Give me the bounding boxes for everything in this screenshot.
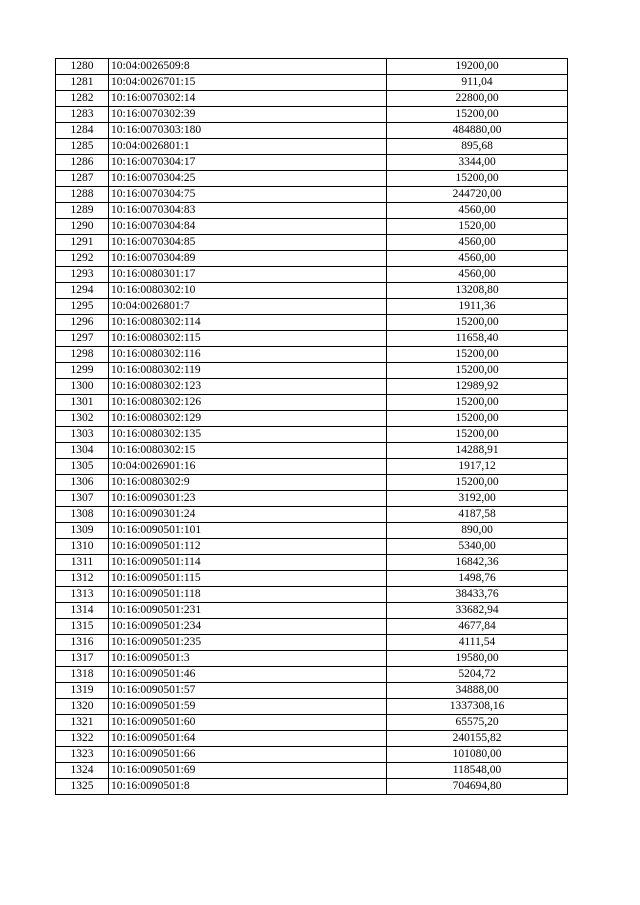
- row-number-cell: 1302: [56, 411, 109, 427]
- value-cell: 4560,00: [387, 251, 568, 267]
- table-row: [56, 683, 568, 699]
- cadastral-number-cell: 10:16:0090501:46: [109, 667, 387, 683]
- table-row: [56, 507, 568, 523]
- table-row: [56, 427, 568, 443]
- cadastral-number-cell: 10:16:0070302:39: [109, 107, 387, 123]
- value-cell: 1911,36: [387, 299, 568, 315]
- value-cell: 14288,91: [387, 443, 568, 459]
- cadastral-number-cell: 10:16:0080302:10: [109, 283, 387, 299]
- value-cell: 118548,00: [387, 763, 568, 779]
- row-number-cell: 1320: [56, 699, 109, 715]
- row-number-cell: 1314: [56, 603, 109, 619]
- table-row: [56, 523, 568, 539]
- row-number-cell: 1307: [56, 491, 109, 507]
- row-number-cell: 1287: [56, 171, 109, 187]
- row-number-cell: 1290: [56, 219, 109, 235]
- value-cell: 33682,94: [387, 603, 568, 619]
- value-cell: 11658,40: [387, 331, 568, 347]
- table-row: [56, 539, 568, 555]
- cadastral-number-cell: 10:16:0070304:83: [109, 203, 387, 219]
- value-cell: 5204,72: [387, 667, 568, 683]
- table-row: [56, 219, 568, 235]
- cadastral-number-cell: 10:16:0090501:114: [109, 555, 387, 571]
- row-number-cell: 1289: [56, 203, 109, 219]
- cadastral-number-cell: 10:04:0026801:1: [109, 139, 387, 155]
- table-row: [56, 91, 568, 107]
- cadastral-number-cell: 10:16:0080302:129: [109, 411, 387, 427]
- row-number-cell: 1322: [56, 731, 109, 747]
- row-number-cell: 1280: [56, 59, 109, 75]
- table-row: [56, 395, 568, 411]
- table-row: [56, 379, 568, 395]
- cadastral-number-cell: 10:16:0090501:231: [109, 603, 387, 619]
- row-number-cell: 1318: [56, 667, 109, 683]
- table-row: [56, 123, 568, 139]
- row-number-cell: 1282: [56, 91, 109, 107]
- value-cell: 911,04: [387, 75, 568, 91]
- row-number-cell: 1300: [56, 379, 109, 395]
- row-number-cell: 1323: [56, 747, 109, 763]
- table-row: [56, 107, 568, 123]
- cadastral-number-cell: 10:16:0080302:115: [109, 331, 387, 347]
- table-row: [56, 59, 568, 75]
- table-row: [56, 171, 568, 187]
- cadastral-number-cell: 10:16:0080302:119: [109, 363, 387, 379]
- table-row: [56, 187, 568, 203]
- value-cell: 34888,00: [387, 683, 568, 699]
- table-body: [56, 59, 568, 795]
- cadastral-number-cell: 10:16:0070302:14: [109, 91, 387, 107]
- cadastral-number-cell: 10:16:0090501:118: [109, 587, 387, 603]
- table-row: [56, 635, 568, 651]
- row-number-cell: 1324: [56, 763, 109, 779]
- table-row: [56, 651, 568, 667]
- value-cell: 4111,54: [387, 635, 568, 651]
- row-number-cell: 1294: [56, 283, 109, 299]
- table-row: [56, 699, 568, 715]
- value-cell: 15200,00: [387, 107, 568, 123]
- table-row: [56, 155, 568, 171]
- value-cell: 890,00: [387, 523, 568, 539]
- value-cell: 484880,00: [387, 123, 568, 139]
- cadastral-number-cell: 10:16:0070304:85: [109, 235, 387, 251]
- table-row: [56, 235, 568, 251]
- row-number-cell: 1295: [56, 299, 109, 315]
- cadastral-number-cell: 10:16:0070304:17: [109, 155, 387, 171]
- row-number-cell: 1281: [56, 75, 109, 91]
- table-row: [56, 203, 568, 219]
- cadastral-number-cell: 10:16:0090301:24: [109, 507, 387, 523]
- value-cell: 4560,00: [387, 235, 568, 251]
- value-cell: 16842,36: [387, 555, 568, 571]
- cadastral-number-cell: 10:16:0080302:9: [109, 475, 387, 491]
- value-cell: 240155,82: [387, 731, 568, 747]
- table-row: [56, 619, 568, 635]
- row-number-cell: 1317: [56, 651, 109, 667]
- value-cell: 19200,00: [387, 59, 568, 75]
- table-row: [56, 491, 568, 507]
- cadastral-number-cell: 10:16:0090501:115: [109, 571, 387, 587]
- table-row: [56, 555, 568, 571]
- cadastral-number-cell: 10:04:0026901:16: [109, 459, 387, 475]
- cadastral-number-cell: 10:16:0080302:135: [109, 427, 387, 443]
- value-cell: 19580,00: [387, 651, 568, 667]
- row-number-cell: 1283: [56, 107, 109, 123]
- table-row: [56, 779, 568, 795]
- cadastral-number-cell: 10:16:0080302:15: [109, 443, 387, 459]
- table-row: [56, 315, 568, 331]
- value-cell: 5340,00: [387, 539, 568, 555]
- row-number-cell: 1311: [56, 555, 109, 571]
- cadastral-number-cell: 10:16:0080302:116: [109, 347, 387, 363]
- cadastral-number-cell: 10:16:0080302:126: [109, 395, 387, 411]
- table-row: [56, 347, 568, 363]
- row-number-cell: 1312: [56, 571, 109, 587]
- table-row: [56, 763, 568, 779]
- row-number-cell: 1319: [56, 683, 109, 699]
- cadastral-number-cell: 10:16:0090501:235: [109, 635, 387, 651]
- row-number-cell: 1315: [56, 619, 109, 635]
- value-cell: 244720,00: [387, 187, 568, 203]
- row-number-cell: 1301: [56, 395, 109, 411]
- table-row: [56, 411, 568, 427]
- table-row: [56, 363, 568, 379]
- row-number-cell: 1299: [56, 363, 109, 379]
- row-number-cell: 1321: [56, 715, 109, 731]
- value-cell: 895,68: [387, 139, 568, 155]
- value-cell: 15200,00: [387, 171, 568, 187]
- cadastral-number-cell: 10:16:0090501:8: [109, 779, 387, 795]
- row-number-cell: 1325: [56, 779, 109, 795]
- row-number-cell: 1286: [56, 155, 109, 171]
- value-cell: 1337308,16: [387, 699, 568, 715]
- value-cell: 38433,76: [387, 587, 568, 603]
- row-number-cell: 1310: [56, 539, 109, 555]
- value-cell: 15200,00: [387, 411, 568, 427]
- cadastral-number-cell: 10:16:0080302:114: [109, 315, 387, 331]
- value-cell: 3192,00: [387, 491, 568, 507]
- value-cell: 1520,00: [387, 219, 568, 235]
- value-cell: 12989,92: [387, 379, 568, 395]
- cadastral-number-cell: 10:16:0090501:3: [109, 651, 387, 667]
- row-number-cell: 1304: [56, 443, 109, 459]
- cadastral-number-cell: 10:16:0090501:112: [109, 539, 387, 555]
- row-number-cell: 1306: [56, 475, 109, 491]
- cadastral-number-cell: 10:04:0026801:7: [109, 299, 387, 315]
- value-cell: 15200,00: [387, 315, 568, 331]
- cadastral-value-table: [55, 58, 568, 795]
- row-number-cell: 1298: [56, 347, 109, 363]
- cadastral-number-cell: 10:16:0090301:23: [109, 491, 387, 507]
- row-number-cell: 1308: [56, 507, 109, 523]
- value-cell: 4560,00: [387, 267, 568, 283]
- table-row: [56, 459, 568, 475]
- cadastral-number-cell: 10:16:0070304:25: [109, 171, 387, 187]
- table-row: [56, 715, 568, 731]
- row-number-cell: 1316: [56, 635, 109, 651]
- value-cell: 13208,80: [387, 283, 568, 299]
- table-row: [56, 443, 568, 459]
- cadastral-number-cell: 10:16:0080302:123: [109, 379, 387, 395]
- row-number-cell: 1284: [56, 123, 109, 139]
- table-row: [56, 603, 568, 619]
- table-row: [56, 747, 568, 763]
- cadastral-number-cell: 10:16:0090501:234: [109, 619, 387, 635]
- value-cell: 704694,80: [387, 779, 568, 795]
- row-number-cell: 1297: [56, 331, 109, 347]
- cadastral-number-cell: 10:04:0026509:8: [109, 59, 387, 75]
- value-cell: 15200,00: [387, 427, 568, 443]
- table-row: [56, 267, 568, 283]
- value-cell: 15200,00: [387, 395, 568, 411]
- value-cell: 22800,00: [387, 91, 568, 107]
- table-row: [56, 251, 568, 267]
- cadastral-number-cell: 10:16:0090501:66: [109, 747, 387, 763]
- value-cell: 3344,00: [387, 155, 568, 171]
- table-row: [56, 667, 568, 683]
- cadastral-number-cell: 10:16:0090501:60: [109, 715, 387, 731]
- row-number-cell: 1296: [56, 315, 109, 331]
- cadastral-number-cell: 10:04:0026701:15: [109, 75, 387, 91]
- row-number-cell: 1285: [56, 139, 109, 155]
- cadastral-number-cell: 10:16:0090501:59: [109, 699, 387, 715]
- table-row: [56, 331, 568, 347]
- value-cell: 65575,20: [387, 715, 568, 731]
- cadastral-number-cell: 10:16:0070304:89: [109, 251, 387, 267]
- row-number-cell: 1305: [56, 459, 109, 475]
- table-row: [56, 139, 568, 155]
- table-row: [56, 587, 568, 603]
- cadastral-number-cell: 10:16:0090501:101: [109, 523, 387, 539]
- row-number-cell: 1303: [56, 427, 109, 443]
- row-number-cell: 1291: [56, 235, 109, 251]
- row-number-cell: 1288: [56, 187, 109, 203]
- cadastral-number-cell: 10:16:0070304:84: [109, 219, 387, 235]
- row-number-cell: 1309: [56, 523, 109, 539]
- table-row: [56, 283, 568, 299]
- cadastral-number-cell: 10:16:0090501:57: [109, 683, 387, 699]
- table-row: [56, 299, 568, 315]
- row-number-cell: 1293: [56, 267, 109, 283]
- cadastral-number-cell: 10:16:0080301:17: [109, 267, 387, 283]
- value-cell: 4677,84: [387, 619, 568, 635]
- row-number-cell: 1313: [56, 587, 109, 603]
- cadastral-number-cell: 10:16:0090501:69: [109, 763, 387, 779]
- table-row: [56, 571, 568, 587]
- cadastral-number-cell: 10:16:0070304:75: [109, 187, 387, 203]
- table-row: [56, 475, 568, 491]
- table-row: [56, 75, 568, 91]
- value-cell: 1498,76: [387, 571, 568, 587]
- value-cell: 1917,12: [387, 459, 568, 475]
- value-cell: 15200,00: [387, 363, 568, 379]
- cadastral-number-cell: 10:16:0070303:180: [109, 123, 387, 139]
- row-number-cell: 1292: [56, 251, 109, 267]
- value-cell: 4187,58: [387, 507, 568, 523]
- value-cell: 101080,00: [387, 747, 568, 763]
- table-row: [56, 731, 568, 747]
- cadastral-number-cell: 10:16:0090501:64: [109, 731, 387, 747]
- value-cell: 15200,00: [387, 475, 568, 491]
- value-cell: 4560,00: [387, 203, 568, 219]
- value-cell: 15200,00: [387, 347, 568, 363]
